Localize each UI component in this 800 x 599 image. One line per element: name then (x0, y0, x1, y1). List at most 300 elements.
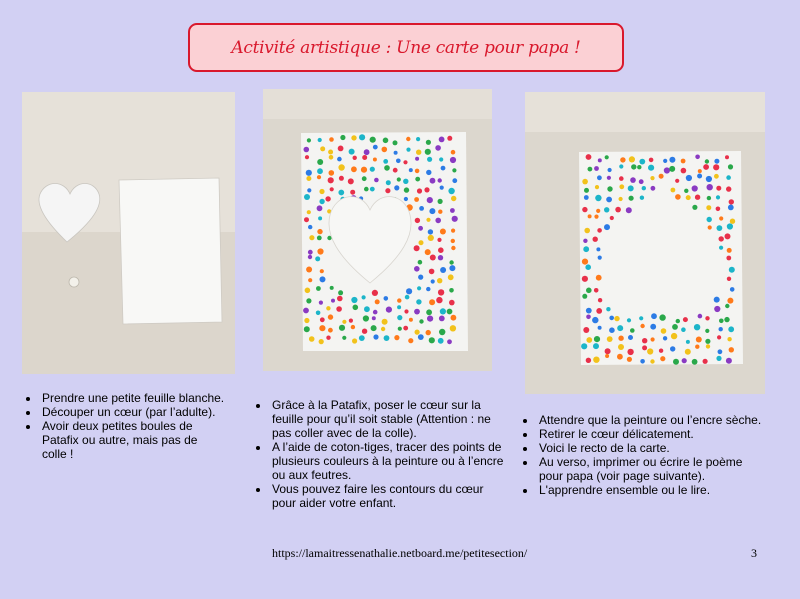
paint-dot (714, 297, 720, 303)
paint-dot (630, 328, 635, 333)
paint-dot (317, 229, 322, 234)
paint-dot (697, 174, 702, 179)
paint-dot (725, 304, 729, 308)
paint-dot (418, 275, 423, 280)
paint-dot (719, 319, 724, 324)
paint-dot (629, 156, 635, 162)
paint-dot (714, 174, 719, 179)
paint-dot (584, 188, 589, 193)
paint-dot (596, 275, 602, 281)
paint-dot (308, 278, 312, 282)
paint-dot (370, 167, 375, 172)
paint-dot (440, 229, 446, 235)
paint-dot (307, 138, 311, 142)
paint-dot (672, 324, 678, 330)
paint-dot (716, 195, 720, 199)
paint-dot (338, 290, 343, 295)
paint-dot (304, 326, 310, 332)
paint-dot (598, 298, 602, 302)
paint-dot (684, 189, 688, 193)
list-item: • Au verso, imprimer ou écrire le poème pour papa (voir page suivante). (537, 455, 767, 483)
paint-dot (362, 329, 367, 334)
paint-dot (696, 337, 702, 343)
paint-dot (730, 287, 735, 292)
paint-dot (619, 197, 623, 201)
paint-dot (447, 136, 452, 141)
paint-dot (415, 330, 420, 335)
paint-dot (416, 150, 421, 155)
paint-dot (439, 157, 443, 161)
paint-dot (663, 336, 667, 340)
paint-dot (675, 179, 679, 183)
paint-dot (370, 187, 375, 192)
paint-dot (604, 224, 610, 230)
paint-dot (586, 288, 592, 294)
paint-dot (409, 168, 413, 172)
paint-dot (726, 186, 731, 191)
paint-dot (692, 185, 698, 191)
paint-dot (306, 298, 311, 303)
paint-dot (651, 186, 656, 191)
paint-dot (606, 307, 610, 311)
paint-dot (584, 228, 590, 234)
paint-dot (329, 170, 335, 176)
paint-dot (714, 306, 720, 312)
paint-dot (450, 157, 456, 163)
paint-dot (427, 197, 433, 203)
paint-dot (382, 147, 388, 153)
paint-dot (362, 176, 367, 181)
paint-dot (670, 346, 675, 351)
paint-dot (594, 336, 600, 342)
paint-dot (659, 314, 665, 320)
paint-dot (385, 188, 390, 193)
paint-dot (439, 329, 445, 335)
paint-dot (605, 348, 611, 354)
paint-dot (342, 336, 346, 340)
paint-dot (414, 309, 420, 315)
paint-dot (725, 233, 731, 239)
paint-dot (727, 277, 731, 281)
step-list-1 (22, 391, 225, 461)
paint-dot (303, 308, 309, 314)
paint-dot (439, 137, 445, 143)
paint-dot (419, 240, 424, 245)
paint-dot (586, 315, 591, 320)
paint-dot (588, 214, 592, 218)
paint-dot (615, 207, 621, 213)
paint-dot (708, 225, 712, 229)
paint-dot (305, 288, 311, 294)
paint-dot (642, 186, 646, 190)
paint-dot (317, 248, 323, 254)
paint-dot (582, 276, 588, 282)
paint-dot (583, 239, 587, 243)
paint-dot (609, 327, 615, 333)
paint-dot (448, 274, 454, 280)
paint-dot (617, 325, 623, 331)
paint-dot (435, 145, 441, 151)
paint-dot (686, 340, 690, 344)
paint-dot (362, 155, 367, 160)
paint-dot (648, 165, 654, 171)
paint-dot (428, 229, 433, 234)
paint-dot (414, 245, 420, 251)
paint-dot (351, 325, 355, 329)
paint-dot (598, 158, 602, 162)
paint-dot (406, 137, 410, 141)
paint-dot (328, 150, 333, 155)
paint-dot (414, 197, 419, 202)
paint-dot (610, 216, 614, 220)
paint-dot (426, 170, 431, 175)
paint-dot (353, 156, 357, 160)
paint-dot (406, 148, 410, 152)
paint-dot (647, 348, 653, 354)
paint-dot (318, 216, 322, 220)
paint-dot (452, 216, 458, 222)
paint-dot (316, 311, 321, 316)
paint-dot (404, 309, 408, 313)
paint-dot (339, 325, 345, 331)
list-item: • Voici le recto de la carte. (537, 441, 767, 455)
paint-dot (627, 318, 631, 322)
paint-dot (585, 264, 591, 270)
paint-dot (317, 236, 322, 241)
paint-dot (698, 169, 702, 173)
paint-dot (707, 196, 711, 200)
paint-dot (429, 299, 435, 305)
paint-dot (727, 298, 733, 304)
paint-dot (447, 309, 453, 315)
paint-dot (386, 307, 392, 313)
paint-dot (452, 168, 456, 172)
paint-dot (397, 305, 401, 309)
paint-dot (450, 208, 455, 213)
paint-dot (373, 145, 378, 150)
paint-dot (620, 157, 625, 162)
paint-dot (325, 196, 330, 201)
paint-dot (364, 306, 370, 312)
paint-dot (581, 343, 587, 349)
paint-dot (364, 187, 369, 192)
paint-dot (637, 165, 641, 169)
paint-dot (307, 188, 311, 192)
paint-dot (640, 324, 644, 328)
paint-dot (447, 339, 452, 344)
paint-dot (706, 176, 712, 182)
paint-dot (717, 225, 723, 231)
paint-dot (330, 187, 334, 191)
paint-dot (417, 286, 421, 290)
paint-dot (583, 246, 589, 252)
paint-dot (593, 237, 598, 242)
paint-dot (718, 349, 723, 354)
paint-dot (630, 177, 636, 183)
paint-dot (320, 317, 325, 322)
paint-dot (414, 266, 420, 272)
paint-dot (607, 336, 613, 342)
paint-dot (351, 166, 357, 172)
paint-dot (639, 316, 643, 320)
paint-dot (642, 338, 647, 343)
paint-dot (682, 358, 687, 363)
paint-dot (329, 137, 334, 142)
paint-dot (729, 199, 734, 204)
paint-dot (408, 338, 413, 343)
paint-dot (607, 186, 612, 191)
paint-dot (319, 301, 323, 305)
footer-url[interactable]: https://lamaitressenathalie.netboard.me/petitesection/ (272, 546, 528, 560)
paint-dot (429, 269, 435, 275)
paint-dot (364, 149, 370, 155)
paint-dot (686, 195, 691, 200)
paint-dot (695, 195, 700, 200)
paint-dot (586, 337, 592, 343)
paint-dot (604, 207, 609, 212)
paint-dot (631, 164, 636, 169)
paint-dot (403, 326, 408, 331)
list-item: • Vous pouvez faire les contours du cœur pour aider votre enfant. (270, 482, 510, 510)
paint-dot (337, 157, 342, 162)
paint-dot (328, 314, 333, 319)
paint-dot (419, 206, 424, 211)
paint-dot (594, 288, 599, 293)
paint-dot (305, 155, 309, 159)
paint-dot (650, 324, 656, 330)
paint-dot (683, 317, 688, 322)
paint-dot (429, 337, 435, 343)
paint-dot (438, 289, 444, 295)
paint-dot (675, 194, 681, 200)
paint-dot (707, 217, 712, 222)
paint-dot (451, 196, 456, 201)
paint-dot (582, 259, 588, 265)
paint-dot (304, 147, 310, 153)
paint-dot (614, 316, 619, 321)
paint-dot (415, 218, 420, 223)
paint-dot (705, 329, 709, 333)
paint-dot (664, 167, 670, 173)
paint-dot (403, 160, 407, 164)
paint-dot (728, 205, 734, 211)
paint-dot (703, 359, 708, 364)
paint-dot (605, 354, 609, 358)
paint-dot (349, 319, 353, 323)
paint-dot (449, 300, 455, 306)
paint-dot (319, 325, 325, 331)
paint-dot (425, 249, 431, 255)
paint-dot (449, 288, 454, 293)
paint-dot (598, 326, 602, 330)
paint-dot (426, 330, 431, 335)
paint-dot (430, 255, 436, 261)
paint-dot (597, 175, 602, 180)
paint-dot (428, 235, 434, 241)
paint-dot (419, 319, 423, 323)
paint-dot (441, 166, 446, 171)
paint-dot (409, 318, 413, 322)
paint-dot (337, 296, 343, 302)
paint-dot (319, 189, 324, 194)
paper-heart-photo (22, 92, 235, 374)
paint-dot (726, 358, 732, 364)
paint-dot (594, 166, 599, 171)
paint-dot (719, 327, 723, 331)
paint-dot (374, 178, 379, 183)
paint-dot (449, 260, 453, 264)
paint-dot (719, 246, 723, 250)
paint-dot (642, 345, 647, 350)
paint-dot (426, 287, 430, 291)
paint-dot (316, 286, 321, 291)
paint-dot (384, 296, 389, 301)
paint-dot (437, 278, 442, 283)
paint-dot (319, 339, 324, 344)
paint-dot (582, 207, 587, 212)
paint-dot (438, 178, 442, 182)
paint-dot (705, 159, 709, 163)
paint-dot (304, 194, 310, 200)
paint-dot (306, 170, 312, 176)
paint-dot (338, 164, 344, 170)
paint-dot (394, 335, 399, 340)
paint-dot (403, 179, 408, 184)
paint-dot (671, 188, 676, 193)
paint-dot (686, 175, 692, 181)
paint-dot (429, 208, 435, 214)
paint-dot (384, 335, 390, 341)
paint-dot (451, 239, 455, 243)
paint-dot (583, 327, 589, 333)
paint-dot (650, 359, 654, 363)
paint-dot (582, 294, 587, 299)
paint-dot (438, 247, 444, 253)
paint-dot (716, 356, 721, 361)
paint-dot (661, 328, 667, 334)
paint-dot (586, 358, 591, 363)
paint-dot (596, 247, 600, 251)
paint-dot (353, 305, 359, 311)
paint-dot (692, 359, 698, 365)
paint-dot (396, 159, 401, 164)
paint-dot (328, 328, 333, 333)
paint-dot (348, 178, 354, 184)
paint-dot (418, 226, 423, 231)
paint-dot (694, 324, 700, 330)
paint-dot (415, 169, 420, 174)
paint-dot (437, 238, 441, 242)
paint-dot (439, 316, 445, 322)
paint-dot (338, 190, 344, 196)
paint-dot (594, 215, 598, 219)
paint-dot (619, 164, 623, 168)
paint-dot (359, 335, 365, 341)
paint-dot (398, 327, 402, 331)
paint-dot (651, 337, 655, 341)
paint-dot (598, 256, 602, 260)
paint-dot (695, 345, 699, 349)
paint-dot (640, 196, 644, 200)
paint-dot (361, 167, 367, 173)
list-item: • Découper un cœur (par l’adulte). (40, 405, 225, 419)
paint-dot (406, 288, 412, 294)
paint-dot (318, 138, 322, 142)
list-item: • Grâce à la Patafix, poser le cœur sur la feuille pour qu’il soit stable (Attention : ne pas coller avec de la colle). (270, 398, 510, 440)
paint-dot (627, 349, 633, 355)
paint-dot (651, 313, 657, 319)
paint-dot (307, 210, 311, 214)
paint-dot (394, 151, 398, 155)
title-banner (188, 23, 624, 72)
paint-dot (726, 175, 731, 180)
paint-dot (681, 159, 686, 164)
paint-dot (362, 295, 366, 299)
paint-dot (728, 326, 734, 332)
paint-dot (308, 255, 312, 259)
paint-dot (426, 309, 432, 315)
paint-dot (372, 316, 376, 320)
paint-dot (317, 205, 323, 211)
paint-dot (381, 327, 385, 331)
paint-dot (660, 356, 665, 361)
paint-dot (727, 223, 733, 229)
paint-dot (629, 196, 634, 201)
paint-dot (426, 218, 430, 222)
paint-dot (317, 175, 321, 179)
paint-dot (659, 174, 664, 179)
step-list-2 (252, 398, 510, 510)
paint-dot (306, 267, 312, 273)
paint-dot (336, 306, 342, 312)
paint-dot (724, 317, 729, 322)
paint-dot (627, 357, 632, 362)
list-item: • Prendre une petite feuille blanche. (40, 391, 225, 405)
paint-dot (320, 146, 325, 151)
paint-dot (639, 179, 644, 184)
paint-dot (330, 286, 334, 290)
paint-dot (416, 299, 421, 304)
paint-dot (326, 306, 330, 310)
paint-dot (705, 339, 710, 344)
paint-dot (449, 265, 455, 271)
paint-dot (415, 177, 420, 182)
paint-dot (431, 279, 435, 283)
paint-dot (352, 338, 357, 343)
paint-dot (440, 267, 446, 273)
paint-dot (605, 155, 609, 159)
paint-dot (714, 159, 719, 164)
paint-dot (397, 298, 401, 302)
paint-dot (606, 197, 612, 203)
paint-dot (438, 199, 443, 204)
paint-dot (304, 217, 309, 222)
paint-dot (596, 209, 600, 213)
paint-dot (342, 320, 346, 324)
paint-dot (685, 349, 691, 355)
paint-dot (713, 164, 719, 170)
paint-dot (317, 168, 323, 174)
paint-dot (669, 166, 675, 172)
list-item: • Attendre que la peinture ou l’encre sèche. (537, 413, 767, 427)
paint-dot (727, 248, 732, 253)
paint-dot (349, 149, 355, 155)
paint-dot (450, 325, 456, 331)
paint-dot (703, 164, 709, 170)
paint-dot (619, 184, 624, 189)
paint-dot (692, 205, 697, 210)
paint-dot (427, 157, 432, 162)
